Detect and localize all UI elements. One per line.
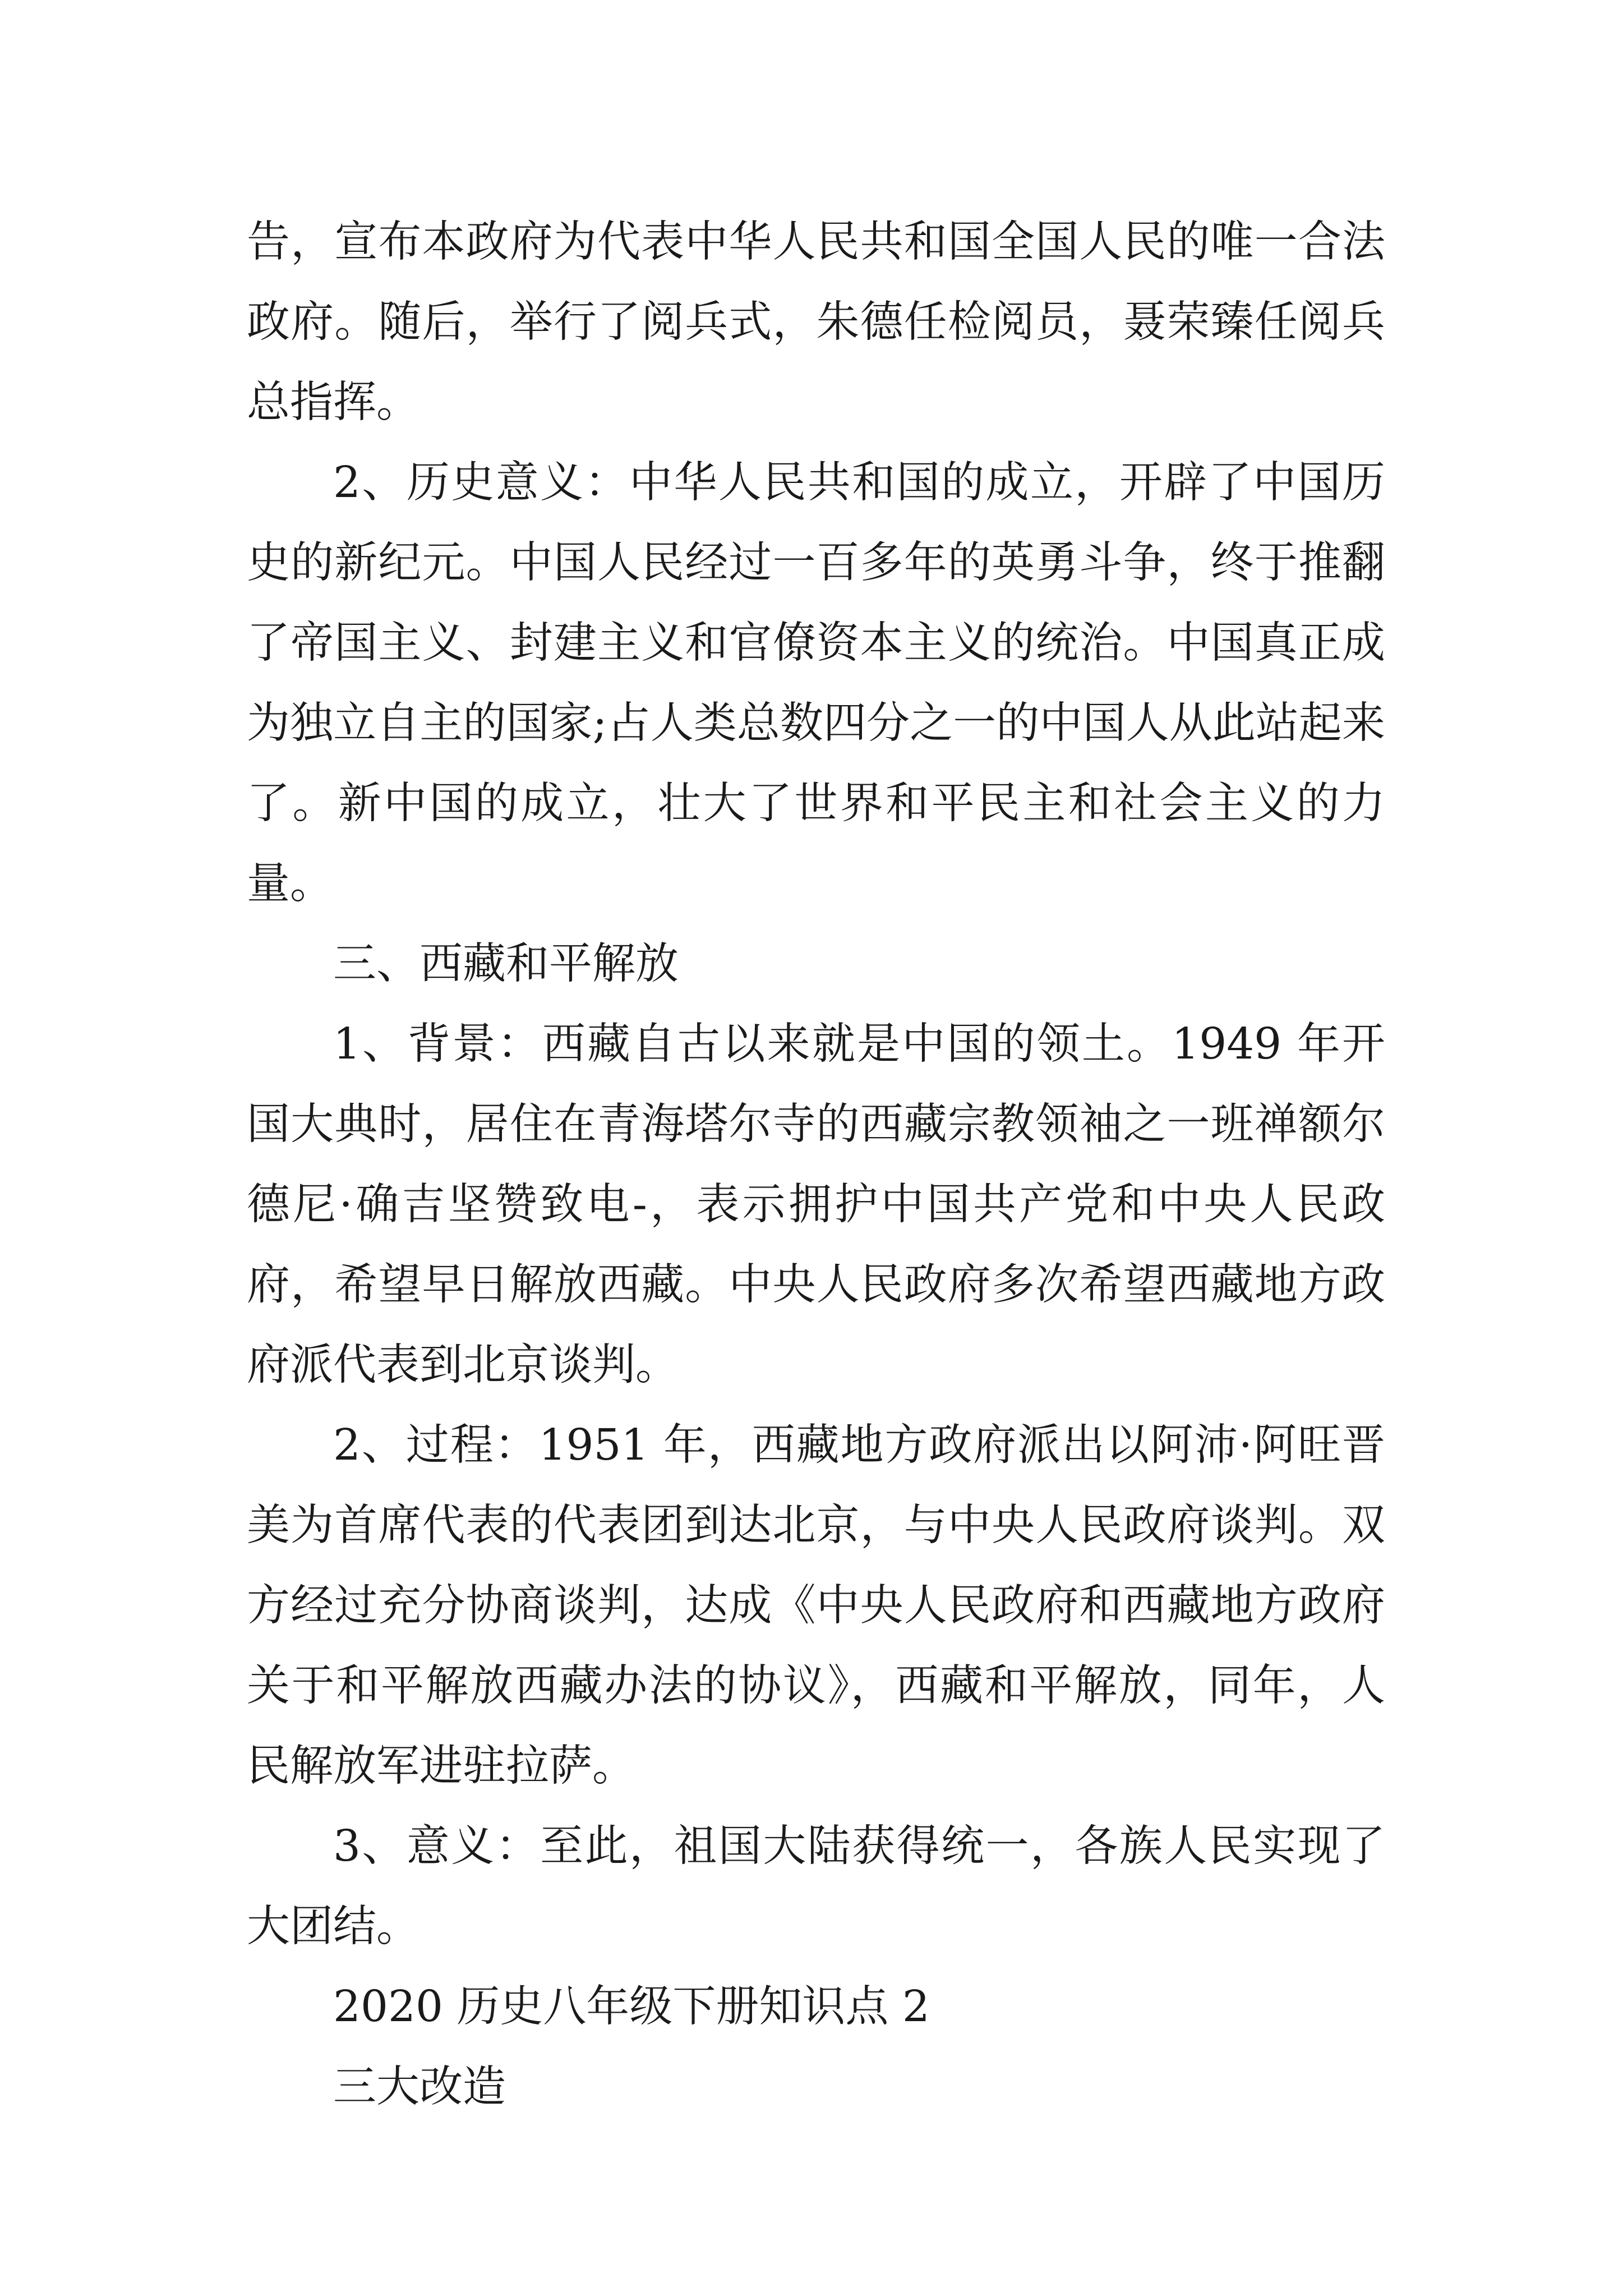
body-text (247, 202, 1385, 2127)
paragraph-tibet-process: 2、过程：1951 年，西藏地方政府派出以阿沛·阿旺晋美为首席代表的代表团到达北京，与中央人民政府谈判。双方经过充分协商谈判，达成《中央人民政府和西藏地方政府关于和平解放西藏办法的协议》，西藏和平解放，同年，人民解放军进驻拉萨。 (247, 1420, 1385, 1791)
section-heading-tibet: 三、西藏和平解放 (333, 939, 679, 989)
paragraph-tibet-background: 1、背景：西藏自古以来就是中国的领土。1949 年开国大典时，居住在青海塔尔寺的西藏宗教领袖之一班禅额尔德尼·确吉坚赞致电-，表示拥护中国共产党和中央人民政府，希望早日解放西藏。中央人民政府多次希望西藏地方政府派代表到北京谈判。 (247, 1019, 1385, 1390)
paragraph-tibet-significance: 3、意义：至此，祖国大陆获得统一，各族人民实现了大团结。 (247, 1821, 1385, 1952)
heading-knowledge-points-2: 2020 历史八年级下册知识点 2 (333, 1982, 930, 2032)
paragraph-historical-significance: 2、历史意义：中华人民共和国的成立，开辟了中国历史的新纪元。中国人民经过一百多年的英勇斗争，终于推翻了帝国主义、封建主义和官僚资本主义的统治。中国真正成为独立自主的国家;占人类总数四分之一的中国人从此站起来了。新中国的成立，壮大了世界和平民主和社会主义的力量。 (247, 458, 1385, 909)
heading-three-transformations: 三大改造 (333, 2062, 506, 2112)
paragraph-founding-announcement: 告，宣布本政府为代表中华人民共和国全国人民的唯一合法政府。随后，举行了阅兵式，朱德任检阅员，聂荣臻任阅兵总指挥。 (247, 217, 1385, 427)
